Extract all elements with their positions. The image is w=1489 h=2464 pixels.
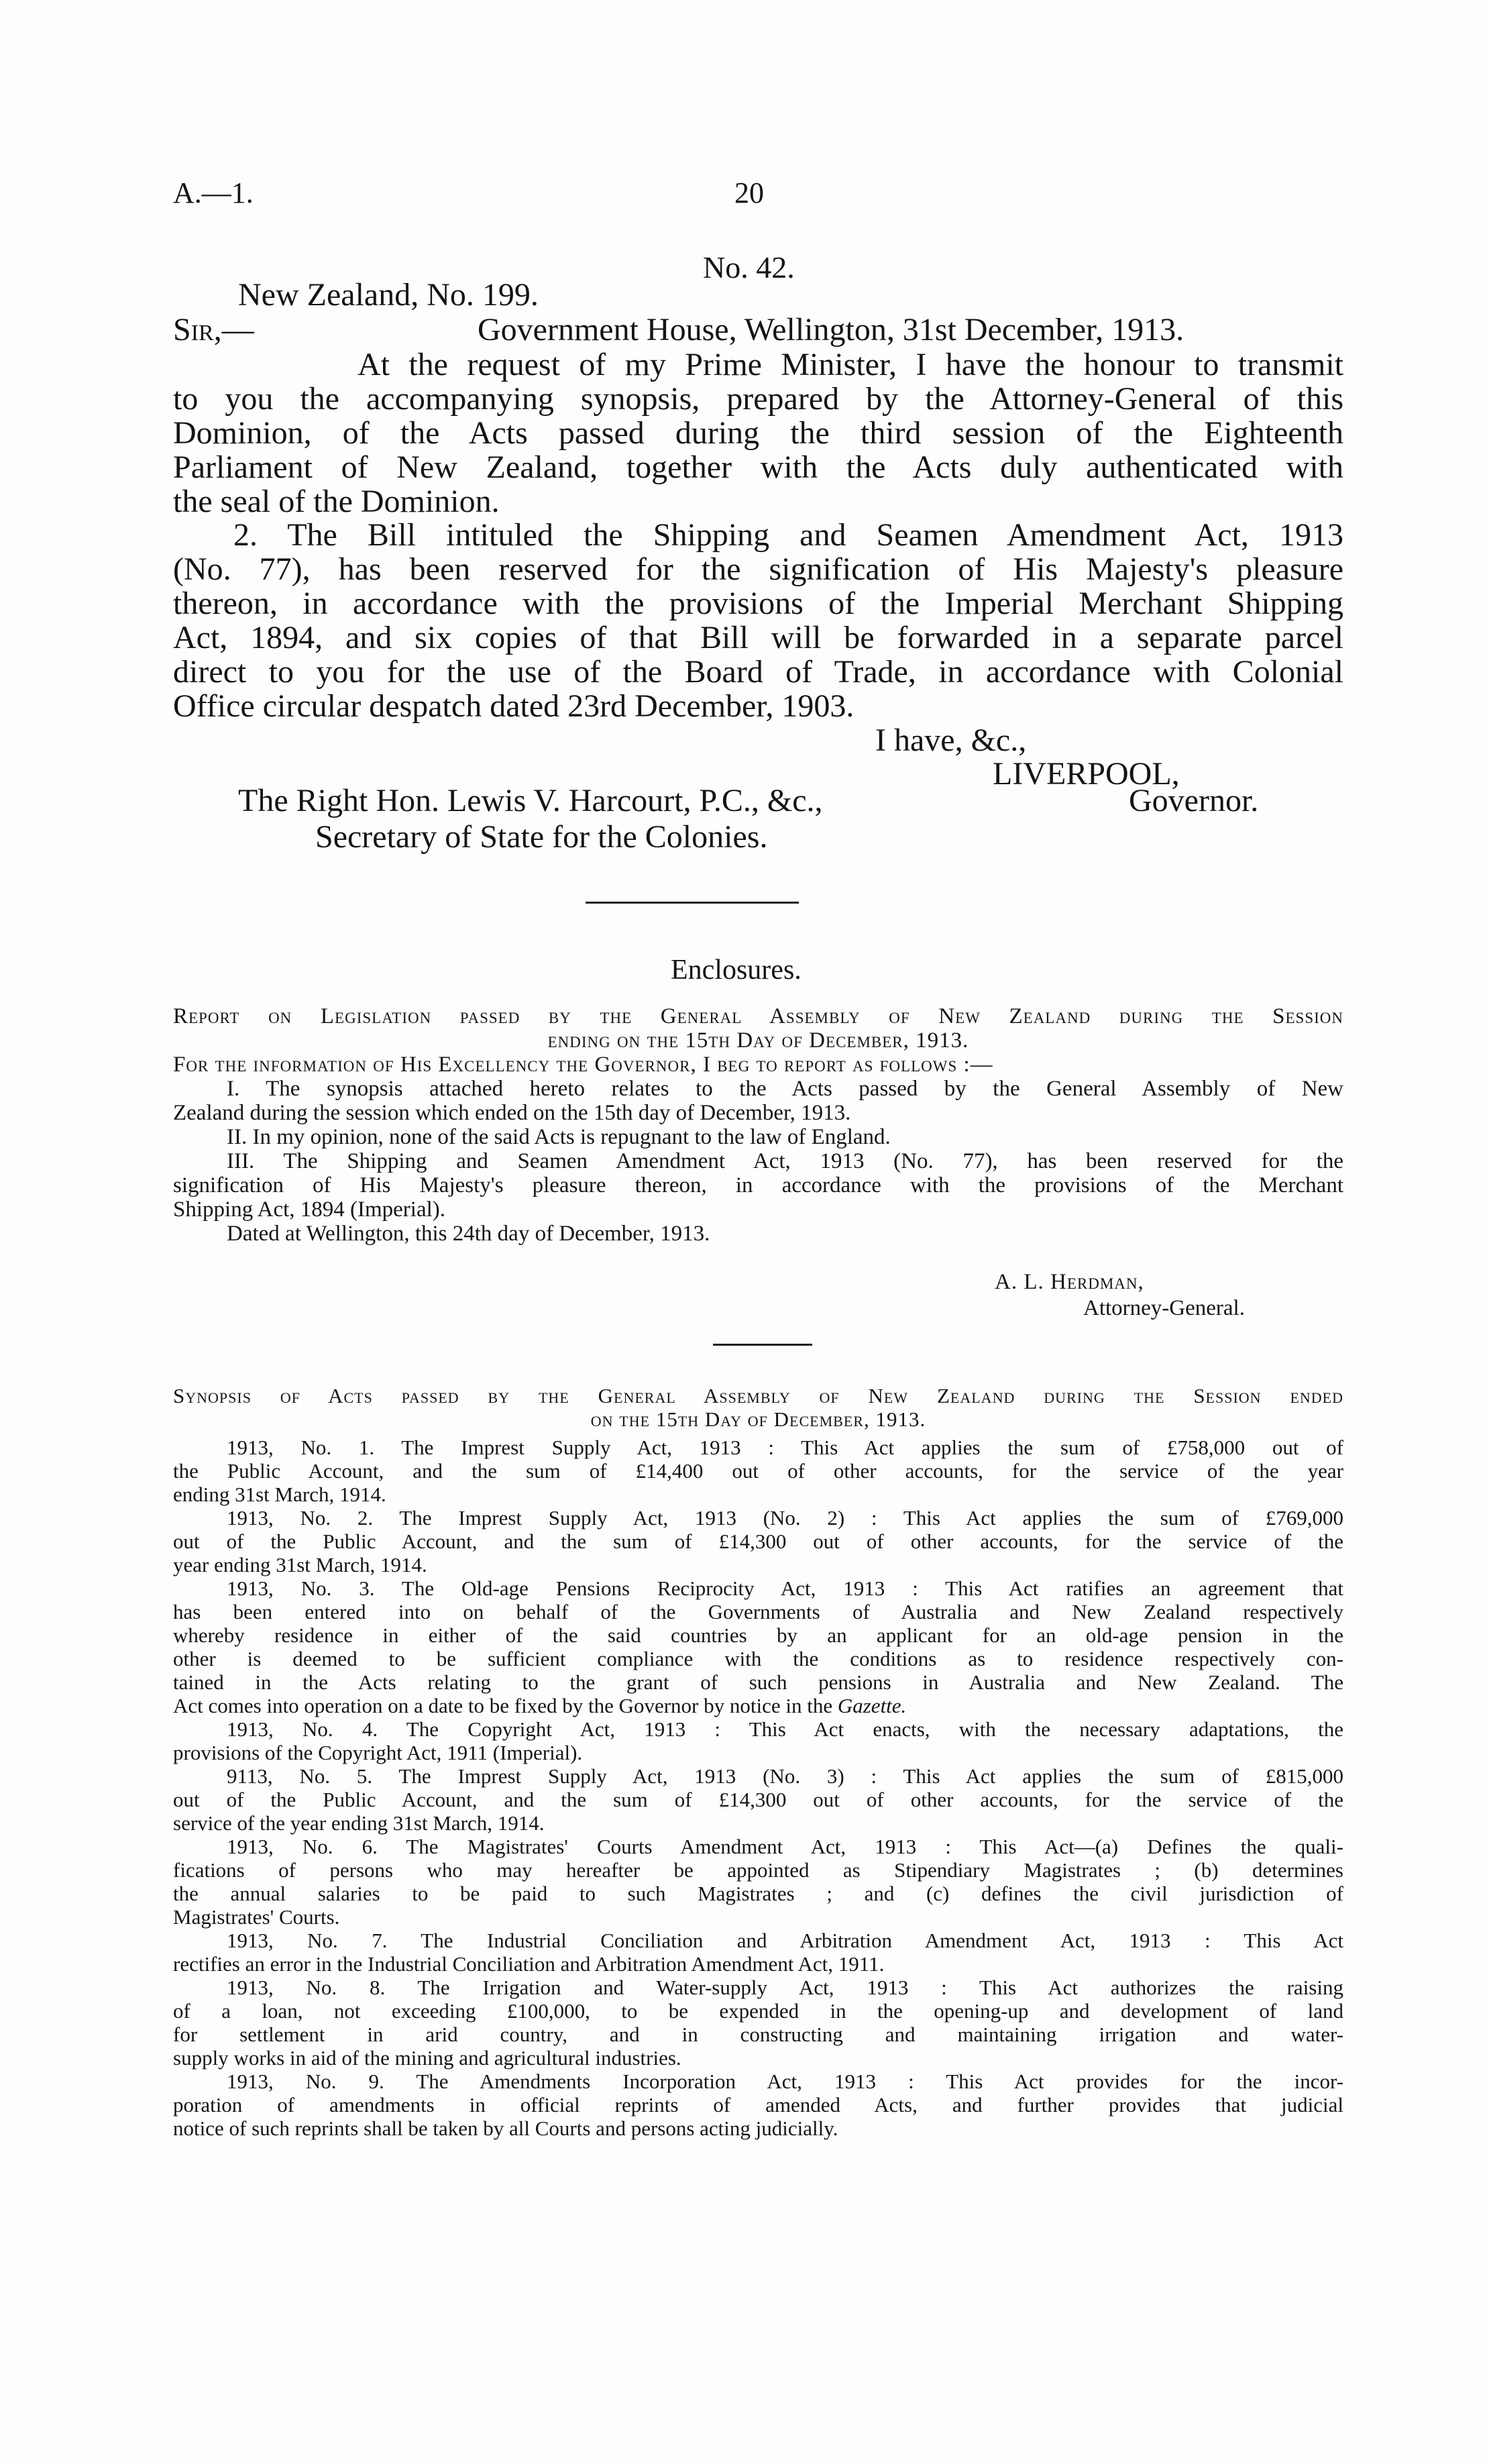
text-line: other is deemed to be sufficient compliance with the conditions as to residence respectively con- [173,1647,1343,1670]
closing: I have, &c., [875,722,1027,758]
text-line: II. In my opinion, none of the said Acts is repugnant to the law of England. [227,1125,891,1149]
text-line: supply works in aid of the mining and agricultural industries. [173,2046,681,2070]
report-intro [173,1053,1343,1077]
letter-paragraph-1 [173,347,1343,519]
text-line: ending 31st March, 1914. [173,1483,386,1506]
report-intro-text: For the information of His Excellency the Governor, I beg to report as follows :— [173,1053,993,1077]
text-line: out of the Public Account, and the sum of £14,300 out of other accounts, for the service of the [173,1788,1343,1811]
text-line: 1913, No. 7. The Industrial Conciliation and Arbitration Amendment Act, 1913 : This Act [227,1929,1343,1952]
report-title [173,1004,1343,1053]
report-title-line-2: ending on the 15th Day of December, 1913. [547,1028,969,1053]
text-line: 2. The Bill intituled the Shipping and Seamen Amendment Act, 1913 [233,518,1343,552]
text-line: the Public Account, and the sum of £14,400 out of other accounts, for the service of the year [173,1459,1343,1483]
text-line: Magistrates' Courts. [173,1905,340,1929]
series-number: A.—1. [173,176,254,209]
text-line: provisions of the Copyright Act, 1911 (Imperial). [173,1741,583,1764]
act-entry [173,2070,1343,2140]
letter-reference: New Zealand, No. 199. [238,277,539,313]
text-line: rectifies an error in the Industrial Conciliation and Arbitration Amendment Act, 1911. [173,1952,885,1976]
act-entry [173,1976,1343,2070]
text-line: notice of such reprints shall be taken by all Courts and persons acting judicially. [173,2117,838,2140]
text-line: to you the accompanying synopsis, prepared by the Attorney-General of this [173,382,1343,416]
text-line: signification of His Majesty's pleasure thereon, in accordance with the provisions of the Merchant [173,1173,1343,1197]
synopsis-title [173,1384,1343,1431]
text-line: tained in the Acts relating to the grant of such pensions in Australia and New Zealand. The [173,1670,1343,1694]
salutation: Sir,— [173,312,254,347]
act-entry [173,1835,1343,1929]
text-line: out of the Public Account, and the sum of £14,300 out of other accounts, for the service of the [173,1530,1343,1553]
text-line: the seal of the Dominion. [173,484,500,519]
report-signer: A. L. Herdman, [995,1270,1144,1294]
text-line: whereby residence in either of the said countries by an applicant for an old-age pension in the [173,1623,1343,1647]
text-line: the annual salaries to be paid to such Magistrates ; and (c) defines the civil jurisdiction of [173,1882,1343,1905]
page-number: 20 [734,176,764,209]
report-body [173,1053,1343,1246]
text-line: 1913, No. 6. The Magistrates' Courts Amendment Act, 1913 : This Act—(a) Defines the quali- [227,1835,1343,1858]
text-line: direct to you for the use of the Board of Trade, in accordance with Colonial [173,655,1343,689]
report-signer-title: Attorney-General. [1083,1296,1245,1320]
text-line: Zealand during the session which ended on the 15th day of December, 1913. [173,1101,851,1125]
section-divider [586,902,799,904]
act3-last-text: Act comes into operation on a date to be fixed by the Governor by notice in the [173,1694,833,1717]
synopsis-body [173,1436,1343,2140]
act-entry [173,1436,1343,1506]
enclosures-heading: Enclosures. [671,955,802,985]
text-line: 1913, No. 1. The Imprest Supply Act, 1913 : This Act applies the sum of £758,000 out of [227,1436,1343,1459]
text-line: III. The Shipping and Seamen Amendment Act, 1913 (No. 77), has been reserved for the [227,1149,1343,1173]
text-line: year ending 31st March, 1914. [173,1553,427,1576]
text-line: Dated at Wellington, this 24th day of December, 1913. [227,1222,710,1246]
text-line: Parliament of New Zealand, together with the Acts duly authenticated with [173,450,1343,484]
report-title-line-1: Report on Legislation passed by the General Assembly of New Zealand during the Session [173,1004,1343,1028]
addressee-title: Secretary of State for the Colonies. [315,819,768,855]
synopsis-title-line-1: Synopsis of Acts passed by the General Assembly of New Zealand during the Session ended [173,1384,1343,1407]
text-line: poration of amendments in official reprints of amended Acts, and further provides that judicial [173,2093,1343,2117]
text-line: of a loan, not exceeding £100,000, to be expended in the opening-up and development of land [173,1999,1343,2023]
text-line: Act, 1894, and six copies of that Bill will be forwarded in a separate parcel [173,621,1343,655]
dateline: Government House, Wellington, 31st December, 1913. [478,312,1184,347]
act-entry [173,1506,1343,1576]
text-line [173,1694,1343,1717]
text-line: Shipping Act, 1894 (Imperial). [173,1197,446,1222]
synopsis-title-line-2: on the 15th Day of December, 1913. [590,1407,926,1431]
text-line: has been entered into on behalf of the Governments of Australia and New Zealand respectively [173,1600,1343,1623]
text-line: Dominion, of the Acts passed during the third session of the Eighteenth [173,416,1343,450]
signatory: LIVERPOOL, [993,756,1180,792]
text-line: fications of persons who may hereafter be appointed as Stipendiary Magistrates ; (b) determines [173,1858,1343,1882]
text-line: I. The synopsis attached hereto relates to the Acts passed by the General Assembly of New [227,1077,1343,1101]
letter-number: No. 42. [703,250,795,284]
text-line: 9113, No. 5. The Imprest Supply Act, 1913 (No. 3) : This Act applies the sum of £815,000 [227,1764,1343,1788]
text-line: for settlement in arid country, and in constructing and maintaining irrigation and water- [173,2023,1343,2046]
act-entry [173,1929,1343,1976]
text-line: service of the year ending 31st March, 1914. [173,1811,545,1835]
addressee: The Right Hon. Lewis V. Harcourt, P.C., &c., [238,783,823,818]
signatory-title: Governor. [1129,783,1259,818]
text-line: (No. 77), has been reserved for the signification of His Majesty's pleasure [173,552,1343,586]
act-entry [173,1764,1343,1835]
text-line: 1913, No. 4. The Copyright Act, 1913 : This Act enacts, with the necessary adaptations, the [227,1717,1343,1741]
text-line: 1913, No. 8. The Irrigation and Water-supply Act, 1913 : This Act authorizes the raising [227,1976,1343,1999]
text-line: At the request of my Prime Minister, I have the honour to transmit [357,347,1343,382]
gazette-title: Gazette. [837,1694,907,1717]
text-line: Office circular despatch dated 23rd December, 1903. [173,688,854,724]
text-line: 1913, No. 2. The Imprest Supply Act, 1913 (No. 2) : This Act applies the sum of £769,000 [227,1506,1343,1530]
section-divider [713,1344,812,1346]
text-line: 1913, No. 3. The Old-age Pensions Reciprocity Act, 1913 : This Act ratifies an agreement that [227,1576,1343,1600]
text-line: 1913, No. 9. The Amendments Incorporation Act, 1913 : This Act provides for the incor- [227,2070,1343,2093]
act-entry [173,1576,1343,1717]
text-line: thereon, in accordance with the provisions of the Imperial Merchant Shipping [173,586,1343,621]
letter-paragraph-2 [173,518,1343,723]
act-entry [173,1717,1343,1764]
